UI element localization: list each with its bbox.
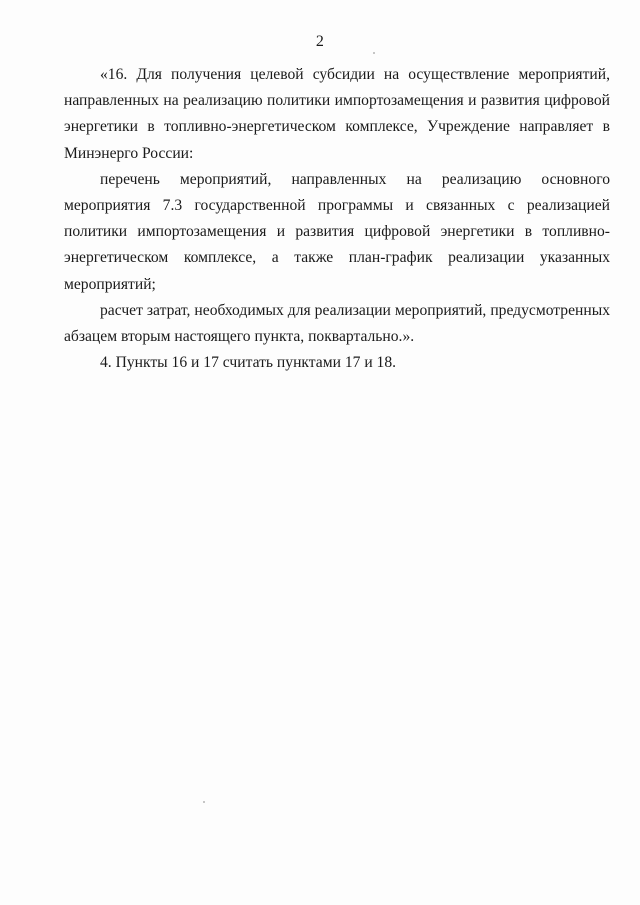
scan-speck xyxy=(203,801,205,803)
paragraph-renumbering: 4. Пункты 16 и 17 считать пунктами 17 и 18. xyxy=(100,354,397,372)
page-number: 2 xyxy=(315,33,325,50)
paragraph-measures-list: перечень мероприятий, направленных на реализацию основного мероприятия 7.3 государственной программы и связанных с реализацией политики импортозамещения и развития цифровой энергетики в топливно-энергетическом комплексе, а также план-график реализации указанных мероприятий; xyxy=(64,170,610,293)
scan-speck xyxy=(373,52,375,54)
paragraph-cost-calculation: расчет затрат, необходимых для реализации мероприятий, предусмотренных абзацем вторым настоящего пункта, поквартально.». xyxy=(64,301,610,346)
paragraph-subsidy-clause: «16. Для получения целевой субсидии на осуществление мероприятий, направленных на реализацию политики импортозамещения и развития цифровой энергетики в топливно-энергетическом комплексе, Учреждение направляет в Минэнерго России: xyxy=(64,66,610,162)
document-body xyxy=(64,62,610,376)
